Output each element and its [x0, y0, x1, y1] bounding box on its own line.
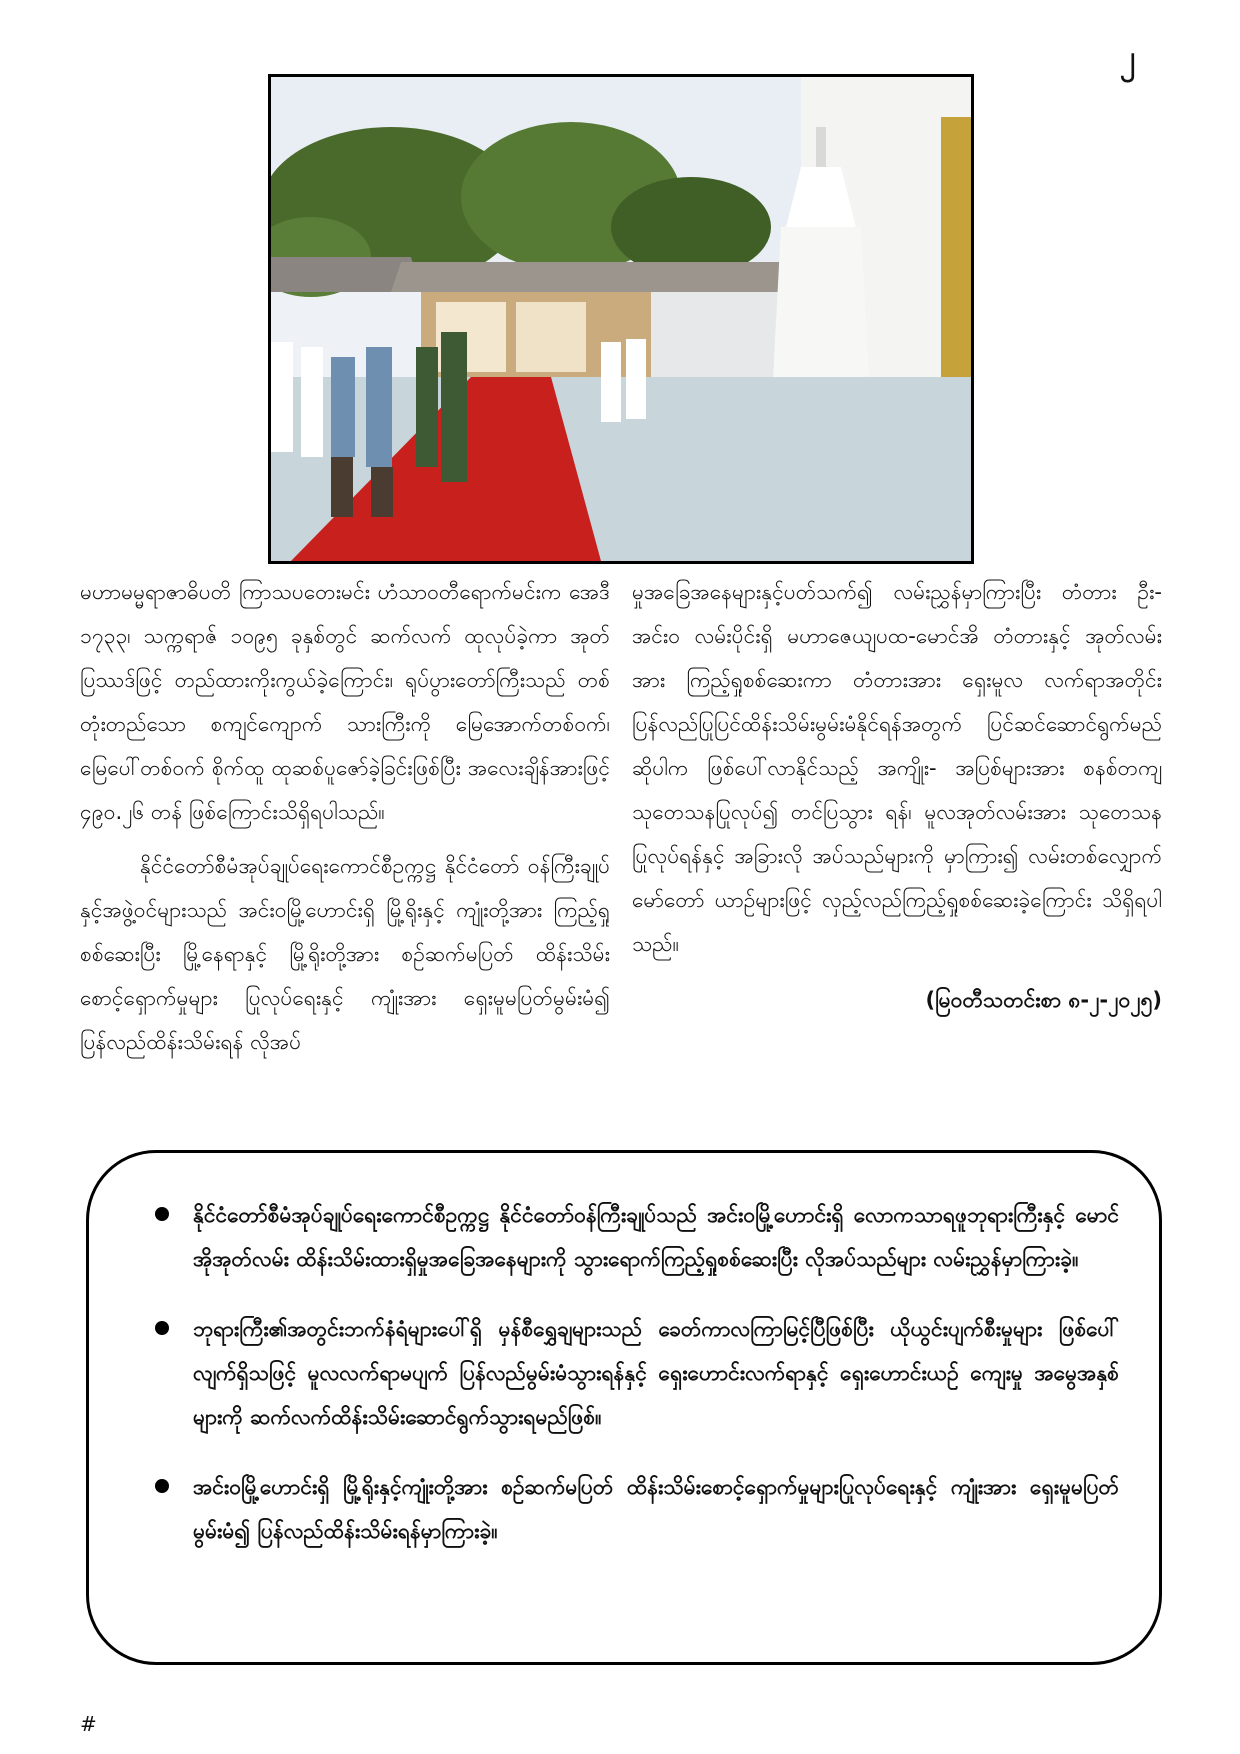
bullet-icon: [155, 1207, 169, 1221]
photo-illustration: [271, 77, 971, 561]
ceremony-photo: [268, 74, 974, 564]
article-paragraph: နိုင်ငံတော်စီမံအုပ်ချုပ်ရေးကောင်စီဥက္ကဋ္ဌ နိုင်ငံတော် ဝန်ကြီးချုပ်နှင့်အဖွဲ့ဝင်များသည် အင်းဝမြို့ဟောင်းရှိ မြို့ရိုးနှင့် ကျုံးတို့အား ကြည့်ရှုစစ်ဆေးပြီး မြို့နေရာနှင့် မြို့ရိုးတို့အား စဉ်ဆက်မပြတ် ထိန်းသိမ်းစောင့်ရှောက်မှုများ ပြုလုပ်ရေးနှင့် ကျုံးအား ရှေးမူမပြတ်မွမ်းမံ၍ ပြန်လည်ထိန်းသိမ်းရန် လိုအပ်: [80, 854, 610, 1054]
bullet-icon: [155, 1321, 169, 1335]
article-right-column: [632, 570, 1162, 1022]
highlights-box: [86, 1150, 1162, 1665]
footer-mark: #: [80, 1712, 97, 1736]
highlight-item: [129, 1465, 1119, 1553]
page-number: ၂: [1120, 38, 1136, 76]
highlight-item: [129, 1193, 1119, 1281]
highlight-text: အင်းဝမြို့ဟောင်းရှိ မြို့ရိုးနှင့်ကျုံးတို့အား စဉ်ဆက်မပြတ် ထိန်းသိမ်းစောင့်ရှောက်မှုများပြုလုပ်ရေးနှင့် ကျုံးအား ရှေးမူမပြတ်မွမ်းမံ၍ ပြန်လည်ထိန်းသိမ်းရန်မှာကြားခဲ့။: [193, 1475, 1119, 1543]
article-paragraph: မဟာမမ္မရာဇာဓိပတိ ကြာသပတေးမင်း ဟံသာဝတီရောက်မင်းက အေဒီ ၁၇၃၃၊ သက္ကရာဇ် ၁၀၉၅ ခုနှစ်တွင် ဆက်လက် ထုလုပ်ခဲ့ကာ အုတ်ပြဿဒ်ဖြင့် တည်ထားကိုးကွယ်ခဲ့ကြောင်း၊ ရုပ်ပွားတော်ကြီးသည် တစ်တုံးတည်သော စကျင်ကျောက် သားကြီးကို မြေအောက်တစ်ဝက်၊ မြေပေါ်တစ်ဝက် စိုက်ထူ ထုဆစ်ပူဇော်ခဲ့ခြင်းဖြစ်ပြီး အလေးချိန်အားဖြင့် ၄၉၀.၂၆ တန် ဖြစ်ကြောင်းသိရှိရပါသည်။: [80, 580, 610, 824]
highlight-text: ဘုရားကြီး၏အတွင်းဘက်နံရံများပေါ်ရှိ မှန်စီရွှေချများသည် ခေတ်ကာလကြာမြင့်ပြီဖြစ်ပြီး ယိုယွင်းပျက်စီးမှုများ ဖြစ်ပေါ်လျက်ရှိသဖြင့် မူလလက်ရာမပျက် ပြန်လည်မွမ်းမံသွားရန်နှင့် ရှေးဟောင်းလက်ရာနှင့် ရှေးဟောင်းယဉ် ကျေးမှု အမွေအနှစ်များကို ဆက်လက်ထိန်းသိမ်းဆောင်ရွက်သွားရမည်ဖြစ်။: [193, 1317, 1119, 1429]
article-left-column: [80, 570, 610, 1064]
highlight-text: နိုင်ငံတော်စီမံအုပ်ချုပ်ရေးကောင်စီဥက္ကဋ္ဌ နိုင်ငံတော်ဝန်ကြီးချုပ်သည် အင်းဝမြို့ဟောင်းရှိ လောကသာရဖူဘုရားကြီးနှင့် မောင်အိုအုတ်လမ်း ထိန်းသိမ်းထားရှိမှုအခြေအနေများကို သွားရောက်ကြည့်ရှုစစ်ဆေးပြီး လိုအပ်သည်များ လမ်းညွှန်မှာကြားခဲ့။: [193, 1203, 1119, 1271]
news-source: (မြဝတီသတင်းစာ ၈-၂-၂၀၂၅): [925, 988, 1162, 1012]
bullet-icon: [155, 1479, 169, 1493]
article-paragraph: မှုအခြေအနေများနှင့်ပတ်သက်၍ လမ်းညွှန်မှာကြားပြီး တံတား ဦး-အင်း၀ လမ်းပိုင်းရှိ မဟာဇေယျပထ-မောင်အိ တံတားနှင့် အုတ်လမ်းအား ကြည့်ရှုစစ်ဆေးကာ တံတားအား ရှေးမူလ လက်ရာအတိုင်း ပြန်လည်ပြုပြင်ထိန်းသိမ်းမွမ်းမံနိုင်ရန်အတွက် ပြင်ဆင်ဆောင်ရွက်မည်ဆိုပါက ဖြစ်ပေါ်လာနိုင်သည့် အကျိုး- အပြစ်များအား စနစ်တကျ သုတေသနပြုလုပ်၍ တင်ပြသွား ရန်၊ မူလအုတ်လမ်းအား သုတေသနပြုလုပ်ရန်နှင့် အခြားလို အပ်သည်များကို မှာကြား၍ လမ်းတစ်လျှောက် မော်တော် ယာဉ်များဖြင့် လှည့်လည်ကြည့်ရှုစစ်ဆေးခဲ့ကြောင်း သိရှိရပါ သည်။: [632, 580, 1162, 956]
highlight-item: [129, 1307, 1119, 1439]
